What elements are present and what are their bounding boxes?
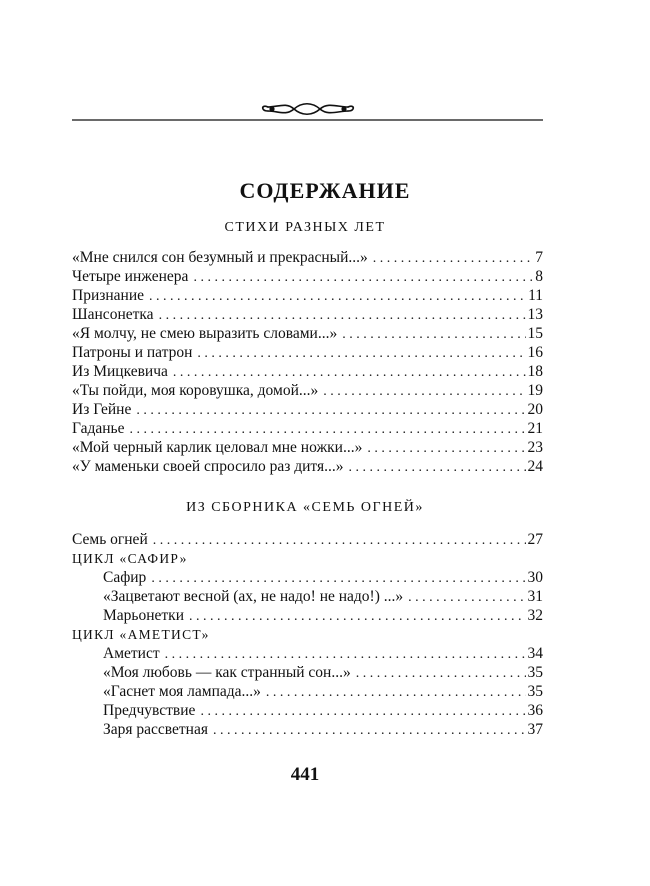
dot-leader: [349, 458, 526, 477]
toc-entry[interactable]: «У маменьки своей спросило раз дитя...» . . . 24: [72, 457, 543, 476]
toc-entry[interactable]: Признание . . . 11: [72, 286, 543, 305]
page-ref: 36: [527, 702, 543, 719]
page-ref: 11: [528, 287, 543, 304]
page-ref: 18: [527, 363, 543, 380]
page-title: СОДЕРЖАНИЕ: [239, 178, 411, 203]
page-ref: 32: [527, 607, 543, 624]
toc-entry[interactable]: «Гаснет моя лампада...» . . . 35: [72, 682, 543, 701]
page-ref: 37: [527, 721, 543, 738]
toc-entry[interactable]: Гаданье . . . 21: [72, 419, 543, 438]
toc-entry[interactable]: Шансонетка . . . 13: [72, 305, 543, 324]
toc-entry[interactable]: «Мой черный карлик целовал мне ножки...» . . . 23: [72, 438, 543, 457]
dot-leader: [323, 382, 525, 401]
page-ref: 35: [527, 683, 543, 700]
toc-entry[interactable]: «Зацветают весной (ах, не надо! не надо!) ...» . . . 31: [72, 587, 543, 606]
dot-leader: [356, 664, 526, 683]
dot-leader: [165, 645, 526, 664]
page-ref: 31: [527, 588, 543, 605]
toc-entry[interactable]: Патроны и патрон . . . 16: [72, 343, 543, 362]
dot-leader: [173, 363, 526, 382]
page-number: 441: [290, 764, 320, 785]
page-ref: 7: [535, 249, 543, 266]
dot-leader: [153, 531, 526, 550]
dot-leader: [193, 268, 533, 287]
toc-entry[interactable]: «Мне снился сон безумный и прекрасный...» . . . 7: [72, 248, 543, 267]
toc-entry[interactable]: Сафир . . . 30: [72, 568, 543, 587]
toc-entry[interactable]: «Ты пойди, моя коровушка, домой...» . . . 19: [72, 381, 543, 400]
toc-entry[interactable]: Марьонетки . . . 32: [72, 606, 543, 625]
toc-entry[interactable]: Аметист . . . 34: [72, 644, 543, 663]
dot-leader: [408, 588, 525, 607]
page-ref: 34: [527, 645, 543, 662]
dot-leader: [189, 607, 525, 626]
dot-leader: [266, 683, 526, 702]
cycle-heading: ЦИКЛ «АМЕТИСТ»: [72, 627, 210, 642]
toc-list: [72, 248, 543, 476]
toc-entry[interactable]: Из Гейне . . . 20: [72, 400, 543, 419]
dot-leader: [136, 401, 525, 420]
page-ref: 16: [527, 344, 543, 361]
section-heading: ИЗ СБОРНИКА «СЕМЬ ОГНЕЙ»: [186, 500, 424, 515]
dot-leader: [149, 287, 526, 306]
toc-entry[interactable]: «Я молчу, не смею выразить словами...» . . . 15: [72, 324, 543, 343]
page-ref: 27: [527, 531, 543, 548]
dot-leader: [213, 721, 526, 740]
toc-entry[interactable]: «Моя любовь — как странный сон...» . . . 35: [72, 663, 543, 682]
dot-leader: [200, 702, 525, 721]
toc-entry[interactable]: Предчувствие . . . 36: [72, 701, 543, 720]
dot-leader: [342, 325, 525, 344]
page-ref: 20: [527, 401, 543, 418]
toc-entry[interactable]: Семь огней . . . 27: [72, 530, 543, 549]
dot-leader: [159, 306, 526, 325]
dot-leader: [197, 344, 525, 363]
dot-leader: [373, 249, 533, 268]
toc-list: [72, 530, 543, 739]
cycle-heading: ЦИКЛ «САФИР»: [72, 551, 188, 566]
page-ref: 21: [527, 420, 543, 437]
dot-leader: [367, 439, 525, 458]
dot-leader: [151, 569, 525, 588]
toc-entry[interactable]: Четыре инженера . . . 8: [72, 267, 543, 286]
toc-entry[interactable]: Из Мицкевича . . . 18: [72, 362, 543, 381]
dot-leader: [129, 420, 525, 439]
page-ref: 8: [535, 268, 543, 285]
toc-entry[interactable]: Заря рассветная . . . 37: [72, 720, 543, 739]
page-ref: 15: [527, 325, 543, 342]
page-ref: 23: [527, 439, 543, 456]
page-ref: 13: [527, 306, 543, 323]
page-ref: 35: [527, 664, 543, 681]
page-ref: 19: [527, 382, 543, 399]
page-ref: 30: [527, 569, 543, 586]
header-ornament: [72, 98, 543, 122]
page-ref: 24: [527, 458, 543, 475]
section-heading: СТИХИ РАЗНЫХ ЛЕТ: [224, 220, 386, 235]
